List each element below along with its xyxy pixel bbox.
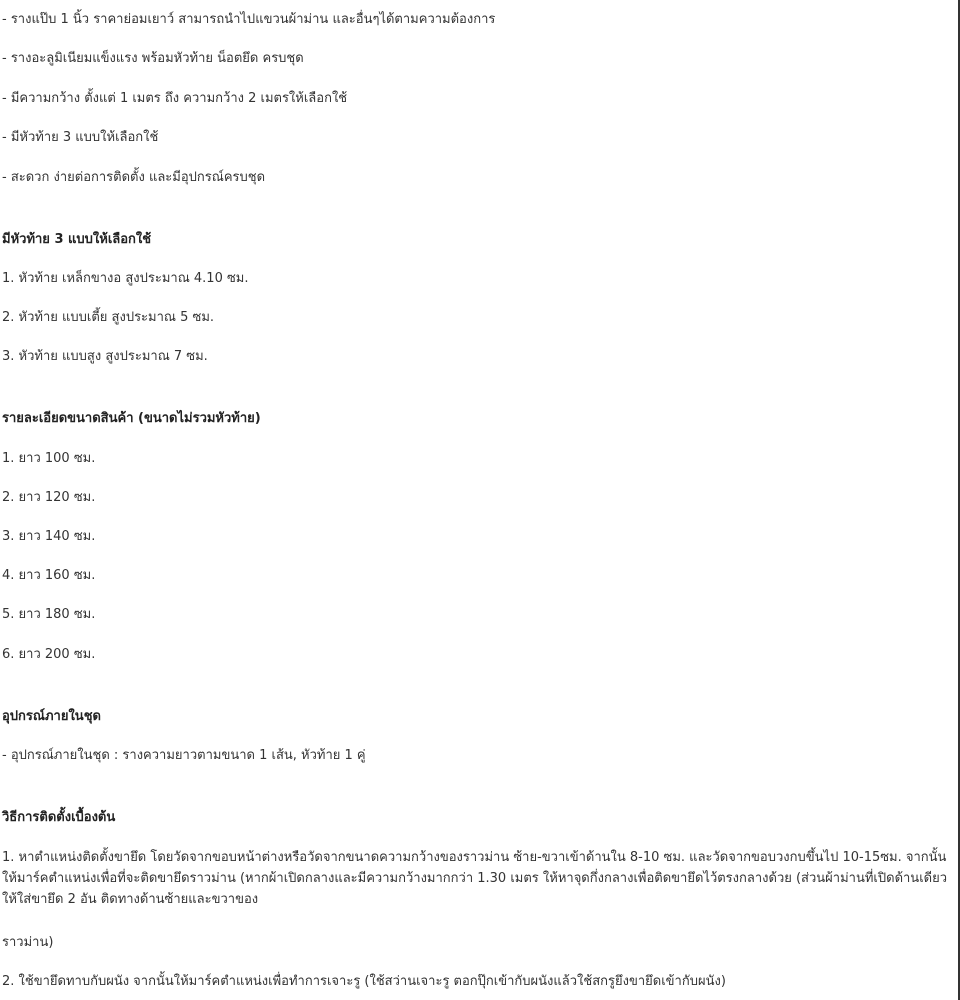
installation-step-1-continued: ราวม่าน) [2,935,54,950]
size-details-heading: รายละเอียดขนาดสินค้า (ขนาดไม่รวมหัวท้าย) [2,411,261,426]
contents-heading: อุปกรณ์ภายในชุด [2,709,101,724]
end-cap-item: 1. หัวท้าย เหล็กขางอ สูงประมาณ 4.10 ซม. [2,271,249,286]
feature-item: - รางอะลูมิเนียมแข็งแรง พร้อมหัวท้าย น็อตยึด ครบชุด [2,51,304,66]
size-item: 4. ยาว 160 ซม. [2,568,96,583]
feature-item: - สะดวก ง่ายต่อการติดตั้ง และมีอุปกรณ์ครบชุด [2,170,266,185]
size-item: 2. ยาว 120 ซม. [2,490,96,505]
end-caps-heading: มีหัวท้าย 3 แบบให้เลือกใช้ [2,232,152,247]
feature-item: - มีหัวท้าย 3 แบบให้เลือกใช้ [2,130,159,145]
size-item: 1. ยาว 100 ซม. [2,451,96,466]
installation-step-2: 2. ใช้ขายึดทาบกับผนัง จากนั้นให้มาร์คตำแหน่งเพื่อทำการเจาะรู (ใช้สว่านเจาะรู ตอกปุ๊กเข้ากับผนังแล้วใช้สกรูยึงขายึดเข้ากับผนัง) [2,974,726,989]
installation-heading: วิธีการติดตั้งเบื้องต้น [2,810,116,825]
size-item: 5. ยาว 180 ซม. [2,607,96,622]
installation-step-1: 1. หาตำแหน่งติดตั้งขายึด โดยวัดจากขอบหน้าต่างหรือวัดจากขนาดความกว้างของราวม่าน ซ้าย-ขวาเข้าด้านใน 8-10 ซม. และวัดจากขอบวงกบขึ้นไป 10-15ซม. จากนั้นให้มาร์คตำแหน่งเพื่อที่จะติดขายึดราวม่าน (หากผ้าเปิดกลางและมีความกว้างมากกว่า 1.30 เมตร ให้หาจุดกึ่งกลางเพื่อติดขายึดไว้ตรงกลางด้วย (ส่วนผ้าม่านที่เปิดด้านเดียวให้ใส่ขายึด 2 อัน ติดทางด้านซ้ายและขวาของ [2,850,947,907]
contents-text: - อุปกรณ์ภายในชุด : รางความยาวตามขนาด 1 เส้น, หัวท้าย 1 คู่ [2,748,366,763]
feature-item: - มีความกว้าง ตั้งแต่ 1 เมตร ถึง ความกว้าง 2 เมตรให้เลือกใช้ [2,91,348,106]
size-item: 6. ยาว 200 ซม. [2,647,96,662]
end-cap-item: 2. หัวท้าย แบบเตี้ย สูงประมาณ 5 ซม. [2,310,215,325]
end-cap-item: 3. หัวท้าย แบบสูง สูงประมาณ 7 ซม. [2,349,208,364]
size-item: 3. ยาว 140 ซม. [2,529,96,544]
feature-item: - รางแป๊บ 1 นิ้ว ราคาย่อมเยาว์ สามารถนำไปแขวนผ้าม่าน และอื่นๆได้ตามความต้องการ [2,12,496,27]
